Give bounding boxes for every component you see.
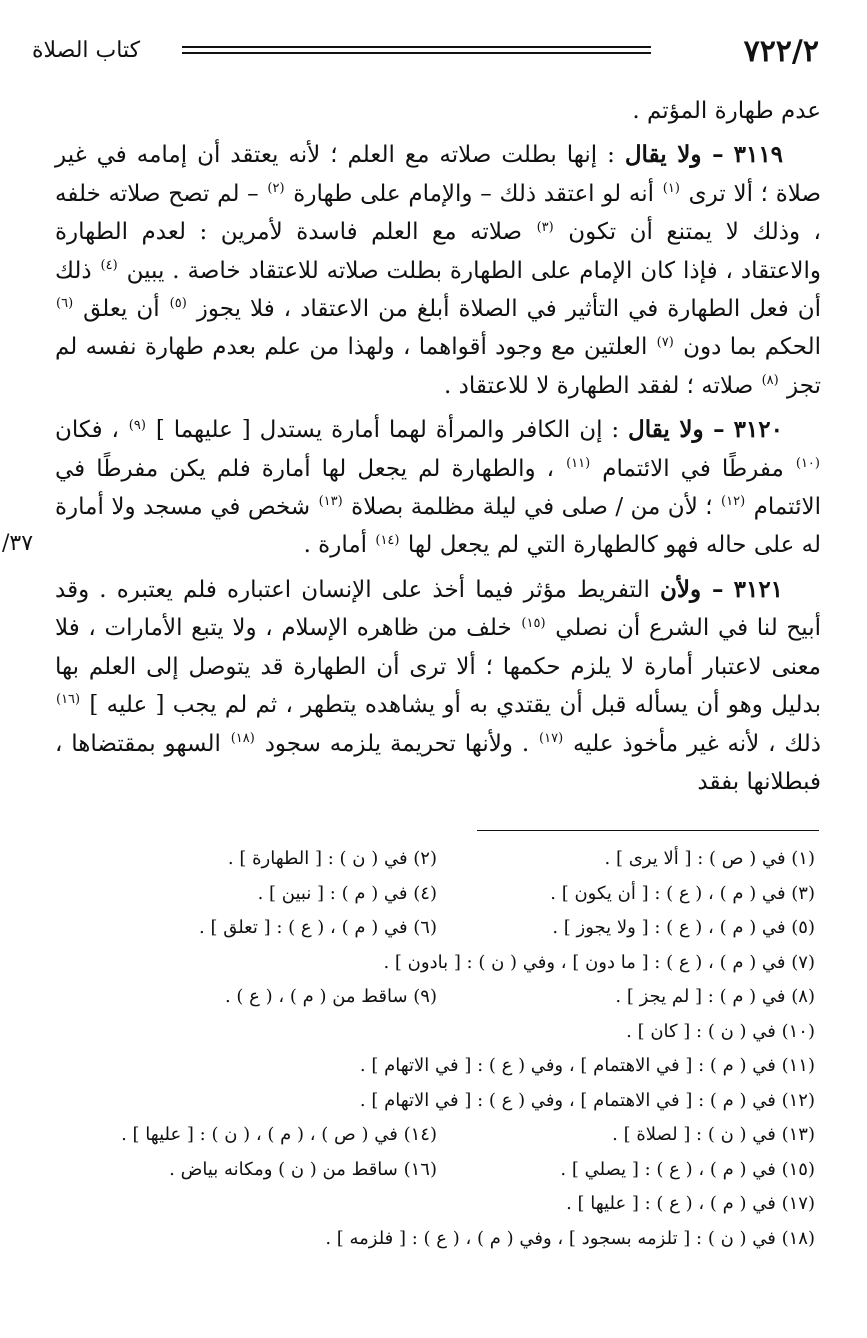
book-title: كتاب الصلاة [32,38,141,63]
footnote-row [85,842,815,877]
footnote-ref[interactable]: (٦) [56,296,74,312]
footnote-12: (١٢) في ( م ) : [ في الاهتمام ] ، وفي ( ع ) : [ في الاتهام ] . [359,1089,815,1111]
footnote-row [85,1084,815,1119]
footnote-11: (١١) في ( م ) : [ في الاهتمام ] ، وفي ( ع ) : [ في الاتهام ] . [359,1055,815,1076]
footnote-ref[interactable]: (١٥) [521,615,546,631]
manuscript-folio-marker: ٣٧/ [2,531,34,556]
paragraph-text: التفريط مؤثر فيما أخذ على الإنسان اعتباره فلم يعتبره . وقد أبيح لنا في الشرع أن نصلي [55,576,821,642]
main-text [55,92,821,801]
paragraph-text: الحكم بما دون [683,334,821,361]
footnote-row [85,946,815,981]
paragraph-text: صلاته مع العلم فاسدة لأمرين : لعدم الطهارة والاعتقاد ، فإذا كان الإمام على الطهارة بطلت صلاته للاعتقاد خاصة . يبين [55,219,822,284]
paragraph-text: ذلك ، لأنه غير مأخوذ عليه [572,730,822,757]
footnote-ref[interactable]: (١١) [566,456,591,471]
footnote-row [85,877,815,912]
footnote-8: (٨) في ( م ) : [ لم يجز ] . [615,986,815,1007]
footnote-ref[interactable]: (١٨) [230,730,255,746]
paragraph-text: أن يعلق [83,296,160,323]
footnote-ref[interactable]: (٨) [761,373,779,389]
paragraph-text: السهو بمقتضاها ، فبطلانها بفقد [55,730,821,795]
paragraph-text: – لم تصح صلاته خلفه ، وذلك لا يمتنع أن تكون [55,180,821,246]
footnote-ref[interactable]: (١٤) [375,532,400,548]
paragraph-number: ٣١٢٠ [733,416,783,444]
footnote-row [85,1015,815,1050]
paragraph-text: شخص في مسجد ولا أمارة له على حاله فهو كالطهارة التي لم يجعل لها [55,494,821,559]
footnote-ref[interactable]: (٤) [100,257,118,273]
paragraph-text: مفرطًا في الائتمام [602,455,784,482]
paragraph-text: ، والطهارة لم يجعل لها أمارة فلم يكن مفرطًا في الائتمام [55,455,822,521]
paragraph-text: . ولأنها تحريمة يلزمه سجود [264,730,530,757]
footnote-row [85,1222,815,1257]
paragraph-3121 [55,571,821,801]
footnotes [85,842,815,1256]
footnote-row [85,980,815,1015]
header-rule [182,46,651,54]
footnote-17: (١٧) في ( م ) ، ( ع ) : [ عليها ] . [566,1193,815,1214]
footnote-10: (١٠) في ( ن ) : [ كان ] . [626,1020,815,1042]
footnote-separator [477,830,819,831]
footnote-2: (٢) في ( ن ) : [ الطهارة ] . [227,848,437,869]
footnote-row [85,1118,815,1153]
paragraph-lead: – ولأن [660,575,724,603]
footnote-ref[interactable]: (١٦) [56,692,81,708]
footnote-row [85,911,815,946]
footnote-ref[interactable]: (١) [662,181,680,197]
page-number: ٧٢٢/٢ [743,34,819,69]
paragraph-text: ذلك أن فعل الطهارة في التأثير في الصلاة أبلغ من الاعتقاد ، فلا يجوز [55,257,822,323]
paragraph-text: العلتين مع وجود أقواهما ، ولهذا من علم بعدم طهارة نفسه لم تجز [55,334,821,399]
paragraph-text: : إنها بطلت صلاته مع العلم ؛ لأنه يعتقد أن إمامه في غير صلاة ؛ ألا ترى [55,142,822,207]
paragraph-number: ٣١٢١ [733,575,784,603]
footnote-ref[interactable]: (١٧) [539,730,564,746]
footnote-15: (١٥) في ( م ) ، ( ع ) : [ يصلي ] . [560,1158,815,1180]
footnote-ref[interactable]: (٢) [267,181,285,197]
footnote-16: (١٦) ساقط من ( ن ) ومكانه بياض . [169,1158,437,1180]
paragraph-text: أنه لو اعتقد ذلك – والإمام على طهارة [293,180,655,207]
footnote-4: (٤) في ( م ) : [ نبين ] . [257,882,437,904]
footnote-ref[interactable]: (١٢) [721,494,746,510]
footnote-ref[interactable]: (١٣) [318,494,343,510]
paragraph-lead: – ولا يقال [624,141,724,169]
footnote-ref[interactable]: (٧) [656,334,674,350]
footnote-ref[interactable]: (١٠) [795,456,820,471]
footnote-5: (٥) في ( م ) ، ( ع ) : [ ولا يجوز ] . [552,917,815,938]
footnote-13: (١٣) في ( ن ) : [ لصلاة ] . [612,1124,815,1145]
paragraph-text: أمارة . [303,532,368,559]
paragraph-text: صلاته ؛ لفقد الطهارة لا للاعتقاد . [444,372,754,399]
footnote-14: (١٤) في ( ص ) ، ( م ) ، ( ن ) : [ عليها ] . [121,1124,437,1145]
footnote-row [85,1153,815,1188]
running-header [32,30,819,76]
footnote-1: (١) في ( ص ) : [ ألا يرى ] . [604,848,815,869]
footnote-9: (٩) ساقط من ( م ) ، ( ع ) . [224,986,437,1007]
footnote-ref[interactable]: (٥) [169,296,187,312]
footnote-ref[interactable]: (٣) [536,219,554,235]
paragraph-3119 [55,136,821,405]
footnote-6: (٦) في ( م ) ، ( ع ) : [ تعلق ] . [199,917,437,938]
footnote-3: (٣) في ( م ) ، ( ع ) : [ أن يكون ] . [550,882,815,904]
paragraph-text: ، فكان [55,417,119,444]
footnote-row [85,1187,815,1222]
paragraph-number: ٣١١٩ [733,141,784,169]
footnote-18: (١٨) في ( ن ) : [ تلزمه بسجود ] ، وفي ( م ) ، ( ع ) : [ فلزمه ] . [325,1227,815,1249]
paragraph-text: : إن الكافر والمرأة لهما أمارة يستدل [ عليهما ] [155,417,620,444]
paragraph-3120 [55,411,821,565]
paragraph-lead: – ولا يقال [628,416,725,444]
footnote-ref[interactable]: (٩) [128,417,146,433]
paragraph-text: خلف من ظاهره الإسلام ، ولا يتبع الأمارات ، فلا معنى لاعتبار أمارة لا يلزم حكمها ؛ ألا ترى أن الطهارة قد يتوصل إلى العلم بها بدليل وهو أن يسأله قبل أن يقتدي به أو يشاهده يتطهر ، ثم لم يجب [ عليه ] [55,615,821,719]
footnote-7: (٧) في ( م ) ، ( ع ) : [ ما دون ] ، وفي ( ن ) : [ بادون ] . [383,951,815,973]
paragraph-text: ؛ لأن من / صلى في ليلة مظلمة بصلاة [351,494,713,521]
footnote-row [85,1049,815,1084]
continuation-line: عدم طهارة المؤتم . [632,98,821,124]
